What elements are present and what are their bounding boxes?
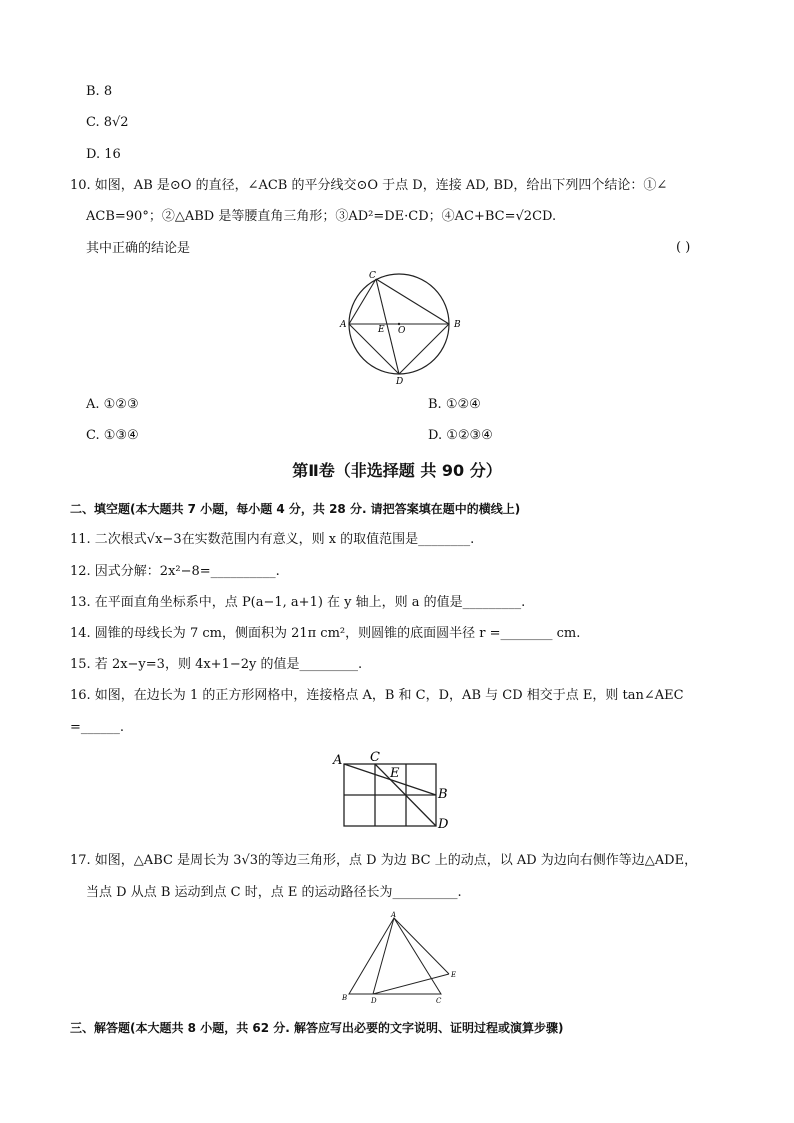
q11: 11. 二次根式√x−3在实数范围内有意义，则 x 的取值范围是________. <box>70 532 475 547</box>
q10-circle-figure <box>336 266 466 386</box>
label-e: E <box>390 766 400 781</box>
q10-line1: 10. 如图，AB 是⊙O 的直径，∠ACB 的平分线交⊙O 于点 D，连接 AD, BD，给出下列四个结论：①∠ <box>70 178 668 193</box>
label-e: E <box>451 971 457 979</box>
label-a: A <box>333 753 343 768</box>
label-b: B <box>342 994 348 1002</box>
q16-line1: 16. 如图，在边长为 1 的正方形网格中，连接格点 A，B 和 C，D，AB 与 CD 相交于点 E，则 tan∠AEC <box>70 688 684 703</box>
q10-line2: ACB=90°；②△ABD 是等腰直角三角形；③AD²=DE·CD；④AC+BC=√2CD. <box>86 209 557 224</box>
label-c: C <box>370 750 380 765</box>
q14: 14. 圆锥的母线长为 7 cm，侧面积为 21π cm²，则圆锥的底面圆半径 r =________ cm. <box>70 626 581 641</box>
option-c: C. 8√2 <box>86 115 129 130</box>
q10-answer-paren: ( ) <box>676 240 691 255</box>
label-o: O <box>398 326 406 336</box>
q10-choice-a: A. ①②③ <box>86 397 139 412</box>
label-b: B <box>438 787 448 802</box>
q13: 13. 在平面直角坐标系中，点 P(a−1, a+1) 在 y 轴上，则 a 的值是_________. <box>70 595 526 610</box>
q16-line2: =______. <box>70 720 125 735</box>
q10-choice-b: B. ①②④ <box>428 397 481 412</box>
option-b: B. 8 <box>86 84 113 99</box>
q17-line1: 17. 如图，△ABC 是周长为 3√3的等边三角形，点 D 为边 BC 上的动点，以 AD 为边向右侧作等边△ADE， <box>70 853 698 868</box>
section3-heading: 三、解答题(本大题共 8 小题，共 62 分. 解答应写出必要的文字说明、证明过程或演算步骤) <box>70 1021 564 1035</box>
section2-heading: 二、填空题(本大题共 7 小题，每小题 4 分，共 28 分. 请把答案填在题中的横线上) <box>70 502 521 516</box>
q10-line3: 其中正确的结论是 <box>86 241 191 256</box>
option-d: D. 16 <box>86 147 121 162</box>
label-c: C <box>369 271 376 281</box>
q17-triangle-figure <box>336 910 466 1006</box>
part2-title: 第Ⅱ卷（非选择题 共 90 分） <box>292 461 502 480</box>
label-b: B <box>454 320 461 330</box>
label-e: E <box>378 325 385 335</box>
q16-grid-figure <box>330 746 460 832</box>
q17-line2: 当点 D 从点 B 运动到点 C 时，点 E 的运动路径长为__________. <box>86 885 462 900</box>
q10-choice-d: D. ①②③④ <box>428 428 493 443</box>
q15: 15. 若 2x−y=3，则 4x+1−2y 的值是_________. <box>70 657 363 672</box>
label-a: A <box>340 320 347 330</box>
label-d: D <box>438 817 449 832</box>
label-a: A <box>391 911 397 919</box>
label-c: C <box>436 997 442 1005</box>
q12: 12. 因式分解：2x²−8=__________. <box>70 564 280 579</box>
q10-choice-c: C. ①③④ <box>86 428 139 443</box>
label-d: D <box>371 997 377 1005</box>
label-d: D <box>396 377 404 386</box>
